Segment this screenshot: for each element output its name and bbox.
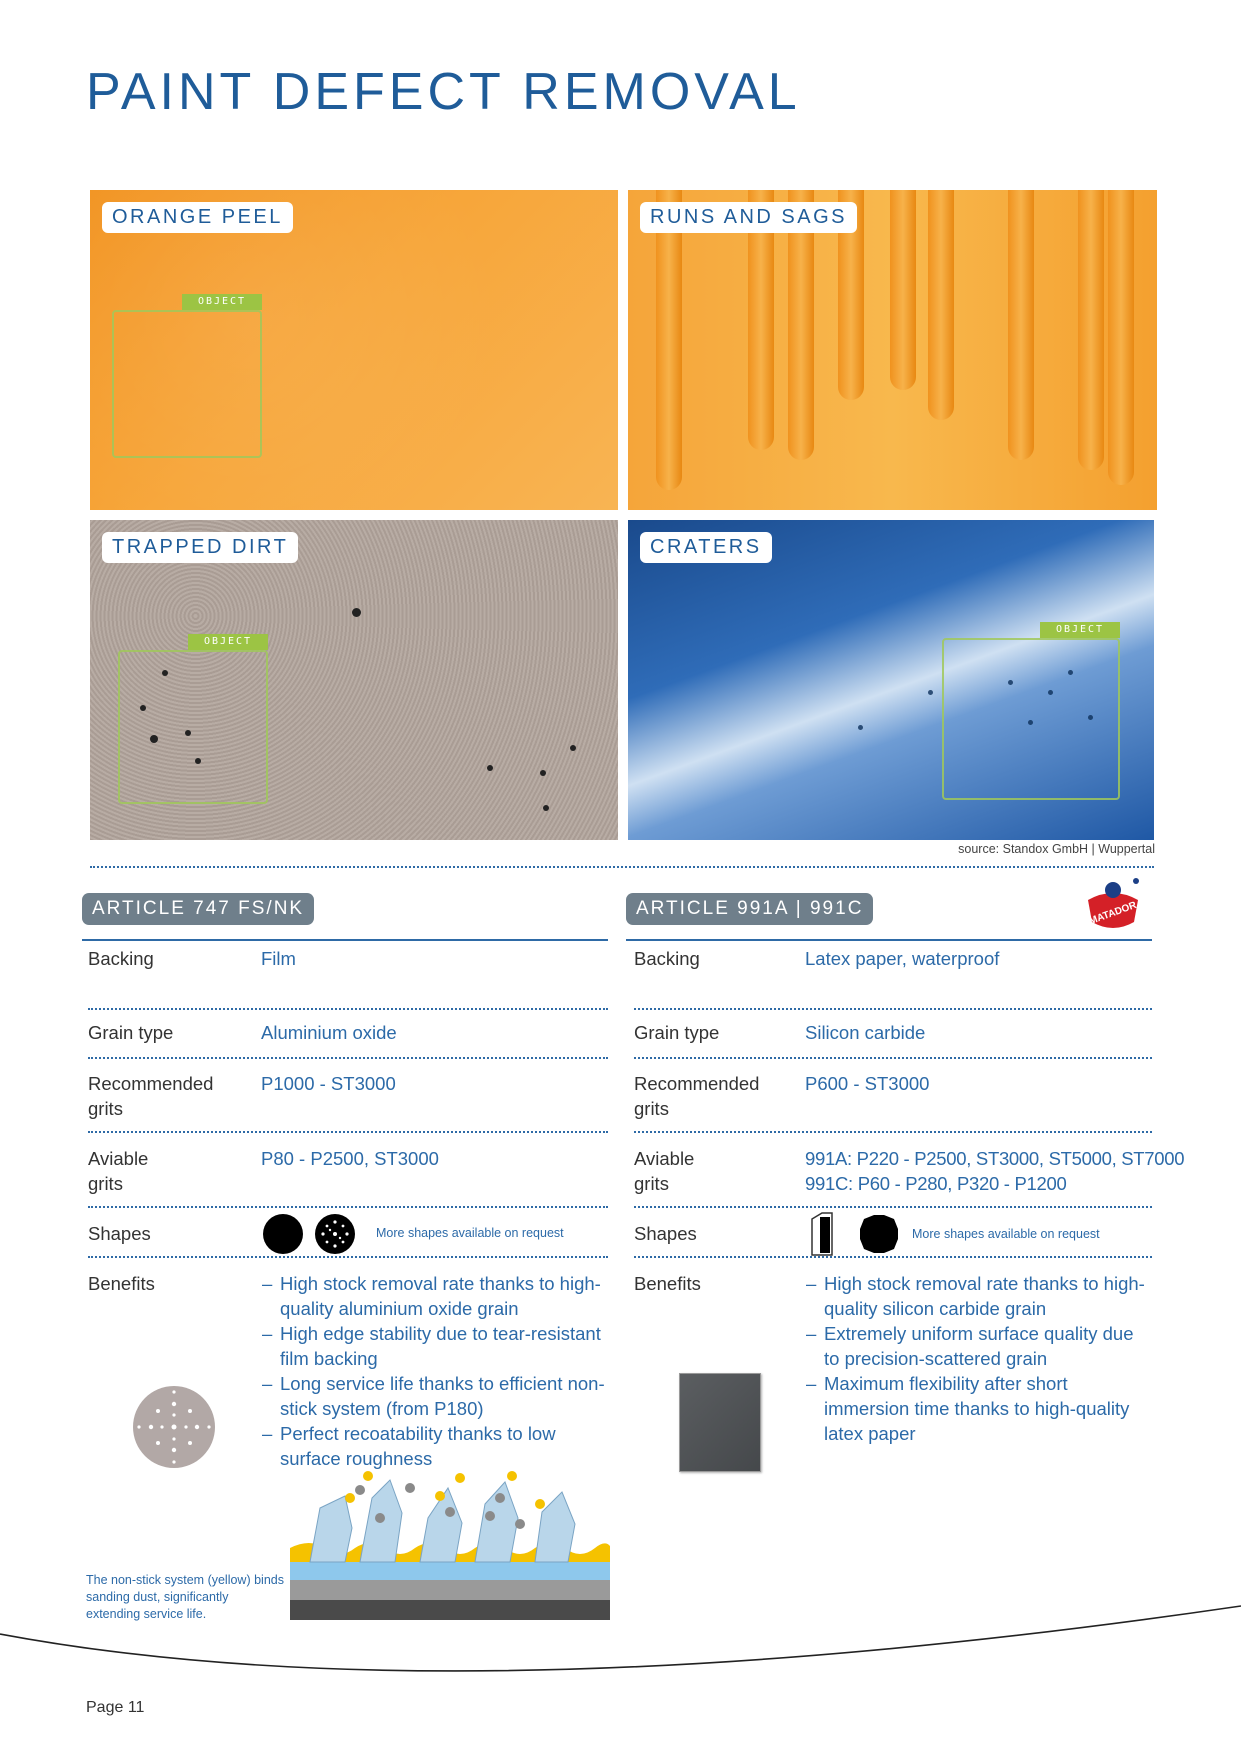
list-item: – High stock removal rate thanks to high-quality silicon carbide grain [806,1271,1154,1321]
backing-label: Backing [634,948,700,969]
sanding-disc-image [131,1384,217,1470]
benefits-label: Benefits [88,1273,155,1294]
benefits-label: Benefits [634,1273,701,1294]
available-grits-value: P80 - P2500, ST3000 [261,1148,439,1169]
runs-and-sags-photo [628,190,1157,510]
list-item: – High stock removal rate thanks to high-quality aluminium oxide grain [262,1271,614,1321]
shapes-note: More shapes available on request [376,1226,564,1240]
grain-type-label: Grain type [634,1022,720,1043]
available-grits-value: 991A: P220 - P2500, ST3000, ST5000, ST7000 991C: P60 - P280, P320 - P1200 [805,1148,1185,1194]
craters-label: CRATERS [640,532,772,563]
svg-text:MATADOR: MATADOR [1087,899,1139,928]
scanner-overlay [112,296,262,458]
scanner-tag: OBJECT [1040,622,1120,638]
article-991-label: ARTICLE 991A | 991C [626,893,873,925]
grain-type-value: Aluminium oxide [261,1022,397,1043]
shapes-label: Shapes [88,1223,151,1244]
backing-label: Backing [88,948,154,969]
disc-shapes-icon [262,1213,358,1255]
benefits-list [806,1271,1154,1446]
runs-and-sags-label: RUNS AND SAGS [640,202,857,233]
list-item: – High edge stability due to tear-resistant film backing [262,1321,614,1371]
backing-value: Latex paper, waterproof [805,948,1000,969]
available-grits-label: Aviable grits [634,1148,695,1194]
recommended-grits-value: P600 - ST3000 [805,1073,930,1094]
orange-peel-photo [90,190,618,510]
scanner-overlay [118,636,268,804]
article-747-label: ARTICLE 747 FS/NK [82,893,314,925]
recommended-grits-label: Recommended grits [88,1073,214,1119]
backing-value: Film [261,948,296,969]
sheet-shapes-icon [808,1211,900,1257]
list-item: – Perfect recoatability thanks to low surface roughness [262,1421,614,1471]
recommended-grits-value: P1000 - ST3000 [261,1073,396,1094]
grain-type-value: Silicon carbide [805,1022,926,1043]
orange-peel-label: ORANGE PEEL [102,202,293,233]
scanner-tag: OBJECT [182,294,262,310]
scanner-overlay [942,624,1120,800]
sanding-sheet-image [679,1373,761,1472]
trapped-dirt-photo [90,520,618,840]
matador-logo [1080,876,1146,934]
shapes-label: Shapes [634,1223,697,1244]
page-title: PAINT DEFECT REMOVAL [86,63,801,121]
benefits-list [262,1271,614,1471]
available-grits-label: Aviable grits [88,1148,149,1194]
shapes-note: More shapes available on request [912,1227,1100,1241]
recommended-grits-label: Recommended grits [634,1073,760,1119]
list-item: – Maximum flexibility after short immersion time thanks to high-quality latex paper [806,1371,1154,1446]
trapped-dirt-label: TRAPPED DIRT [102,532,298,563]
photo-source: source: Standox GmbH | Wuppertal [958,842,1155,856]
grain-type-label: Grain type [88,1022,174,1043]
list-item: – Long service life thanks to efficient non-stick system (from P180) [262,1371,614,1421]
non-stick-illustration [290,1468,610,1620]
footer-swoosh [0,1600,1241,1690]
craters-photo [628,520,1154,840]
non-stick-caption: The non-stick system (yellow) binds sanding dust, significantly extending service life. [86,1573,284,1621]
list-item: – Extremely uniform surface quality due to precision-scattered grain [806,1321,1154,1371]
scanner-tag: OBJECT [188,634,268,650]
page-number: Page 11 [86,1699,145,1716]
